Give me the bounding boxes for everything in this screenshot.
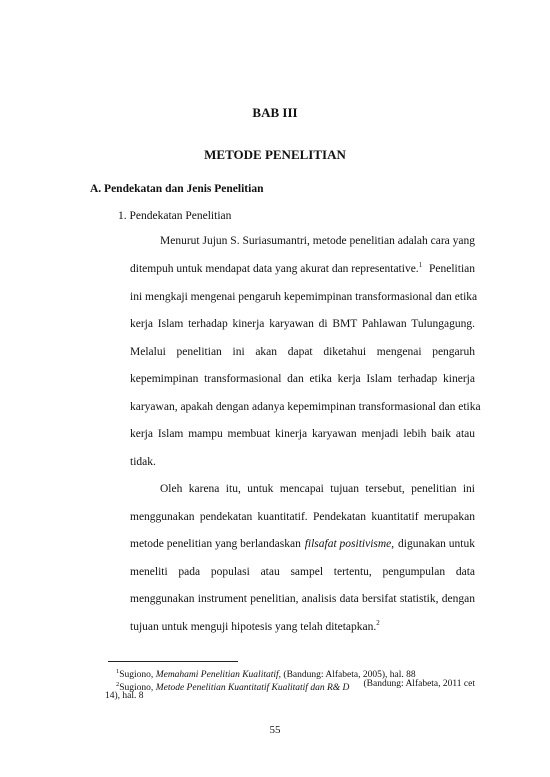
footnote-1-rest: (Bandung: Alfabeta, 2005), hal. 88 <box>281 670 416 681</box>
paragraph1-line2-text: ditempuh untuk mendapat data yang akurat dan representative. <box>130 263 419 275</box>
paragraph1-line9: tidak. <box>130 456 156 468</box>
footnote-2-title: Metode Penelitian Kuantitatif Kualitatif dan R& D <box>155 683 350 694</box>
paragraph1-line7: karyawan, apakah dengan adanya kepemimpinan transformasional dan etika <box>130 401 481 413</box>
subsection-heading: 1. Pendekatan Penelitian <box>118 210 232 222</box>
page-number: 55 <box>269 724 281 736</box>
paragraph1-line3: ini mengkaji mengenai pengaruh kepemimpinan transformasional dan etika <box>130 291 478 303</box>
footnote-2-number: 2 <box>116 681 120 688</box>
footnote-rule <box>108 661 238 662</box>
paragraph2-line1: Oleh karena itu, untuk mencapai tujuan tersebut, penelitian ini <box>160 483 475 495</box>
paragraph1-line5: Melalui penelitian ini akan dapat diketahui mengenai pengaruh <box>130 346 475 358</box>
footnote-2-rest: (Bandung: Alfabeta, 2011 cet <box>363 679 475 689</box>
chapter-number: BAB III <box>252 105 298 120</box>
footnote-2-author: Sugiono, <box>119 683 156 694</box>
footnote-ref-2: 2 <box>376 619 380 628</box>
section-heading: A. Pendekatan dan Jenis Penelitian <box>90 183 264 195</box>
paragraph2-line4: meneliti pada populasi atau sampel tertentu, pengumpulan data <box>130 566 475 578</box>
footnote-2-continuation: 14), hal. 8 <box>105 691 144 701</box>
paragraph2-line6-text: tujuan untuk menguji hipotesis yang telah ditetapkan. <box>130 621 377 633</box>
paragraph1-line6: kepemimpinan transformasional dan etika kerja Islam terhadap kinerja <box>130 373 475 385</box>
paragraph2-line2: menggunakan pendekatan kuantitatif. Pendekatan kuantitatif merupakan <box>130 511 475 523</box>
footnote-1-title: Memahami Penelitian Kualitatif, <box>155 670 282 681</box>
footnote-ref-1: 1 <box>418 261 423 270</box>
paragraph2-line3-post: digunakan untuk <box>398 538 475 550</box>
footnote-1-number: 1 <box>116 668 120 675</box>
paragraph1-line1: Menurut Jujun S. Suriasumantri, metode penelitian adalah cara yang <box>160 235 475 247</box>
paragraph1-line4: kerja Islam terhadap kinerja karyawan di BMT Pahlawan Tulungagung. <box>130 318 475 330</box>
paragraph2-line3-pre: metode penelitian yang berlandaskan <box>130 538 301 550</box>
paragraph1-line2 <box>130 262 475 276</box>
paragraph1-line8: kerja Islam mampu membuat kinerja karyawan menjadi lebih baik atau <box>130 428 475 440</box>
paragraph2-line6 <box>130 620 380 634</box>
paragraph1-line2-tail: Penelitian <box>429 263 475 275</box>
footnote-1-author: Sugiono, <box>119 670 156 681</box>
paragraph2-line5: menggunakan instrument penelitian, analisis data bersifat statistik, dengan <box>130 593 475 605</box>
paragraph2-line3-italic: filsafat positivisme, <box>304 538 395 550</box>
chapter-title: METODE PENELITIAN <box>204 147 346 162</box>
paragraph2-line3 <box>130 537 475 551</box>
footnote-2 <box>116 679 475 694</box>
